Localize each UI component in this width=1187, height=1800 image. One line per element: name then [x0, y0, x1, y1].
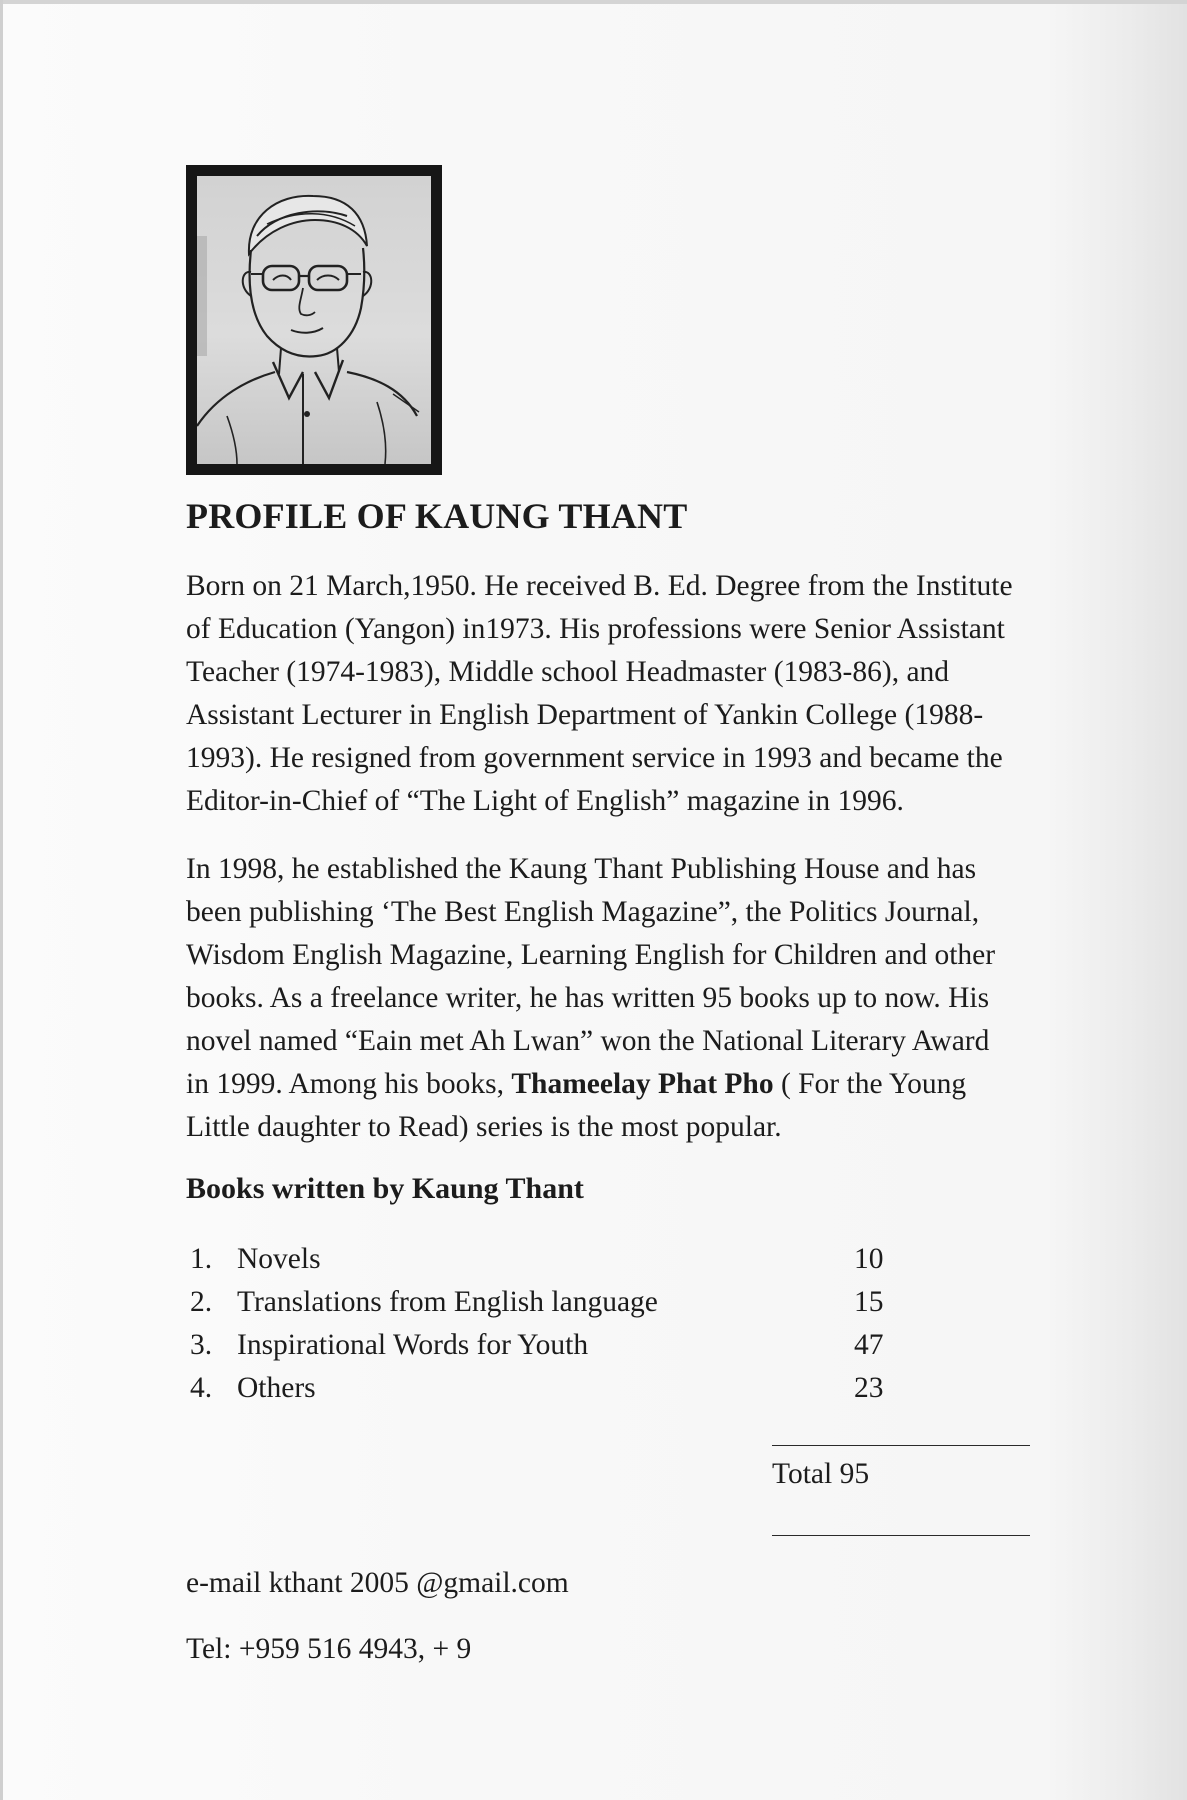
book-category: Inspirational Words for Youth [237, 1329, 589, 1361]
book-number: 1. [190, 1243, 213, 1275]
book-row [190, 1281, 890, 1324]
profile-title: PROFILE OF KAUNG THANT [186, 496, 688, 536]
book-count: 23 [854, 1372, 884, 1404]
bio-line [186, 1063, 1116, 1106]
books-heading: Books written by Kaung Thant [186, 1172, 584, 1205]
bio-line: Teacher (1974-1983), Middle school Headmaster (1983-86), and [186, 656, 950, 688]
author-sketch-image [197, 176, 431, 464]
book-count: 47 [854, 1329, 884, 1361]
book-category: Novels [237, 1243, 321, 1275]
bio-line: novel named “Eain met Ah Lwan” won the National Literary Award [186, 1025, 990, 1057]
bio-line: books. As a freelance writer, he has written 95 books up to now. His [186, 982, 990, 1014]
book-category: Others [237, 1372, 316, 1404]
bio-line: Assistant Lecturer in English Department of Yankin College (1988- [186, 699, 984, 731]
author-portrait [186, 165, 442, 475]
bio-text: in 1999. Among his books, [186, 1068, 512, 1100]
book-row [190, 1324, 890, 1367]
bio-line: of Education (Yangon) in1973. His professions were Senior Assistant [186, 613, 1005, 645]
page-top-edge [0, 0, 1187, 4]
bio-line: been publishing ‘The Best English Magazine”, the Politics Journal, [186, 896, 980, 928]
book-count: 10 [854, 1243, 884, 1275]
books-list [190, 1238, 890, 1410]
book-category: Translations from English language [237, 1286, 658, 1318]
contact-phone: Tel: +959 516 4943, + 9 [186, 1633, 472, 1665]
bio-paragraph-1 [186, 565, 1116, 823]
bio-line: In 1998, he established the Kaung Thant Publishing House and has [186, 853, 977, 885]
page-left-edge [0, 0, 3, 1800]
books-total: Total 95 [772, 1458, 870, 1490]
total-rule-bottom [772, 1535, 1030, 1536]
bio-line: 1993). He resigned from government service in 1993 and became the [186, 742, 1003, 774]
book-number: 4. [190, 1372, 213, 1404]
bio-line: Editor-in-Chief of “The Light of English” magazine in 1996. [186, 785, 904, 817]
bio-paragraph-2 [186, 848, 1116, 1149]
book-series-name: Thameelay Phat Pho [511, 1068, 774, 1100]
book-number: 2. [190, 1286, 213, 1318]
book-count: 15 [854, 1286, 884, 1318]
book-row [190, 1367, 890, 1410]
total-rule-top [772, 1445, 1030, 1446]
bio-line: Born on 21 March,1950. He received B. Ed. Degree from the Institute [186, 570, 1013, 602]
book-row [190, 1238, 890, 1281]
bio-text: ( For the Young [773, 1068, 967, 1100]
contact-email: e-mail kthant 2005 @gmail.com [186, 1567, 569, 1599]
bio-line: Little daughter to Read) series is the most popular. [186, 1111, 782, 1143]
book-number: 3. [190, 1329, 213, 1361]
bio-line: Wisdom English Magazine, Learning English for Children and other [186, 939, 996, 971]
